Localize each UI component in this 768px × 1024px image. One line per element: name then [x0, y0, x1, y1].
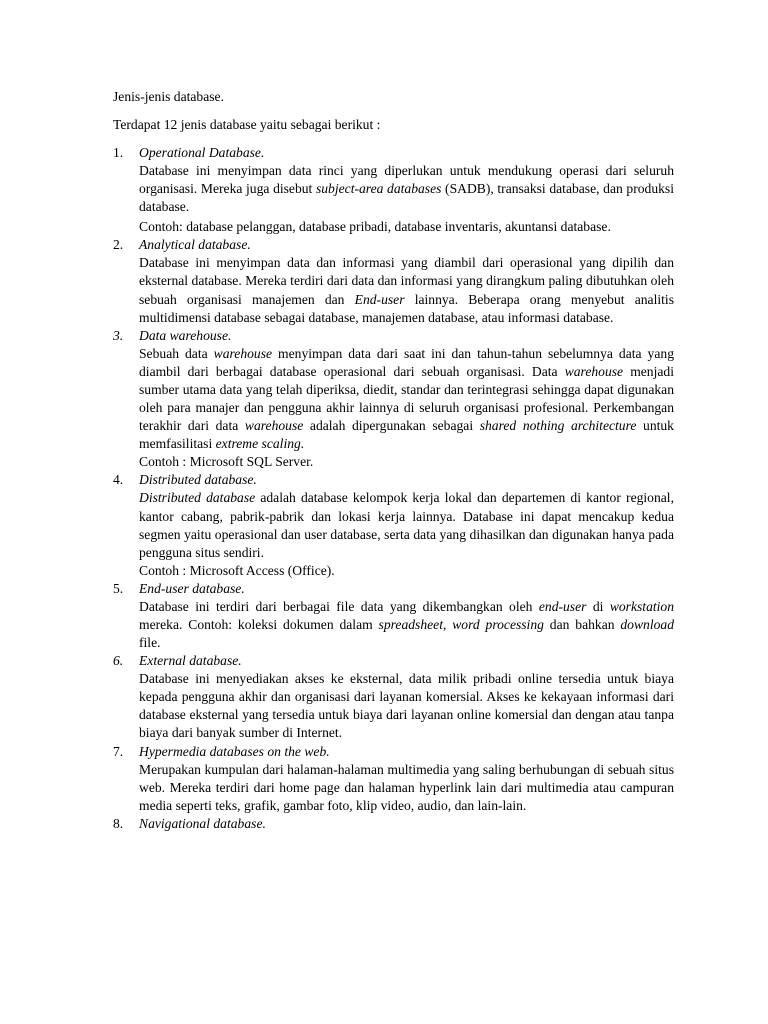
item-number: 2.	[113, 237, 124, 253]
item-title: Analytical database.	[139, 237, 251, 253]
item-title: Distributed database.	[139, 472, 257, 488]
item-example: Contoh : Microsoft Access (Office).	[139, 562, 335, 578]
item-title: Operational Database.	[139, 145, 265, 160]
list-item	[113, 236, 674, 326]
item-description: Distributed database adalah database kelompok kerja lokal dan departemen di kantor regional, kantor cabang, pabrik-pabrik dan lokasi kerja lainnya. Database ini dapat mencakup kedua segmen yaitu operasional dan user database, serta data yang dihasilkan dan digunakan hanya pada pengguna situs sendiri.	[139, 490, 674, 560]
intro-text: Terdapat 12 jenis database yaitu sebagai berikut :	[113, 117, 381, 132]
list-item	[113, 144, 674, 236]
item-description: Database ini terdiri dari berbagai file data yang dikembangkan oleh end-user di workstation mereka. Contoh: koleksi dokumen dalam spreadsheet, word processing dan bahkan download file.	[139, 598, 675, 651]
item-body	[139, 254, 674, 326]
item-description: Database ini menyimpan data dan informasi yang diambil dari operasional yang dipilih dan eksternal database. Mereka terdiri dari data dan informasi yang dirangkum paling dibutuhkan oleh sebuah organisasi manajemen dan End-user lainnya. Beberapa orang menyebut analitis multidimensi database sebagai database, manajemen database, atau informasi database.	[139, 255, 674, 325]
item-title: Navigational database.	[139, 815, 266, 831]
list-item	[113, 815, 674, 833]
list-item	[113, 327, 674, 472]
document-heading: Jenis-jenis database.	[113, 89, 224, 104]
list-item	[113, 580, 674, 652]
item-body	[139, 761, 674, 815]
item-description: Merupakan kumpulan dari halaman-halaman multimedia yang saling berhubungan di sebuah situs web. Mereka terdiri dari home page dan halaman hyperlink lain dari multimedia atau campuran media seperti teks, grafik, gambar foto, klip video, audio, dan lain-lain.	[139, 761, 674, 813]
item-title: End-user database.	[139, 580, 245, 596]
item-body	[139, 598, 674, 652]
item-description: Sebuah data warehouse menyimpan data dari saat ini dan tahun-tahun sebelumnya data yang diambil dari berbagai database operasional dari sebuah organisasi. Data warehouse menjadi sumber utama data yang telah diperiksa, diedit, standar dan terintegrasi sehingga dapat digunakan oleh para manajer dan pengguna akhir lainnya di seluruh organisasi profesional. Perkembangan terakhir dari data warehouse adalah dipergunakan sebagai shared nothing architecture untuk memfasilitasi extreme scaling.	[139, 345, 674, 452]
database-types-list	[113, 144, 674, 833]
item-title: Hypermedia databases on the web.	[139, 743, 330, 759]
item-example: Contoh : Microsoft SQL Server.	[139, 454, 314, 470]
item-title: Data warehouse.	[139, 327, 232, 343]
item-number: 8.	[113, 815, 124, 831]
list-item	[113, 471, 674, 579]
item-number: 5.	[113, 580, 124, 596]
item-body	[139, 670, 674, 742]
item-number: 6.	[113, 653, 124, 669]
item-body	[139, 489, 674, 579]
item-title: External database.	[139, 653, 242, 669]
item-number: 3.	[113, 327, 124, 343]
item-example: Contoh: database pelanggan, database pribadi, database inventaris, akuntansi database.	[139, 219, 611, 235]
item-number: 4.	[113, 472, 124, 488]
list-item	[113, 743, 674, 815]
list-item	[113, 652, 674, 742]
item-description: Database ini menyediakan akses ke eksternal, data milik pribadi online tersedia untuk biaya kepada pengguna akhir dan organisasi dari layanan komersial. Akses ke kekayaan informasi dari database eksternal yang tersedia untuk biaya dari layanan online komersial dan dengan atau tanpa biaya dari banyak sumber di Internet.	[139, 671, 674, 741]
item-number: 1.	[113, 145, 124, 160]
item-body	[139, 162, 674, 236]
item-description: Database ini menyimpan data rinci yang diperlukan untuk mendukung operasi dari seluruh organisasi. Mereka juga disebut subject-area databases (SADB), transaksi database, dan produksi database.	[139, 163, 674, 215]
item-number: 7.	[113, 743, 124, 759]
item-body	[139, 345, 674, 472]
